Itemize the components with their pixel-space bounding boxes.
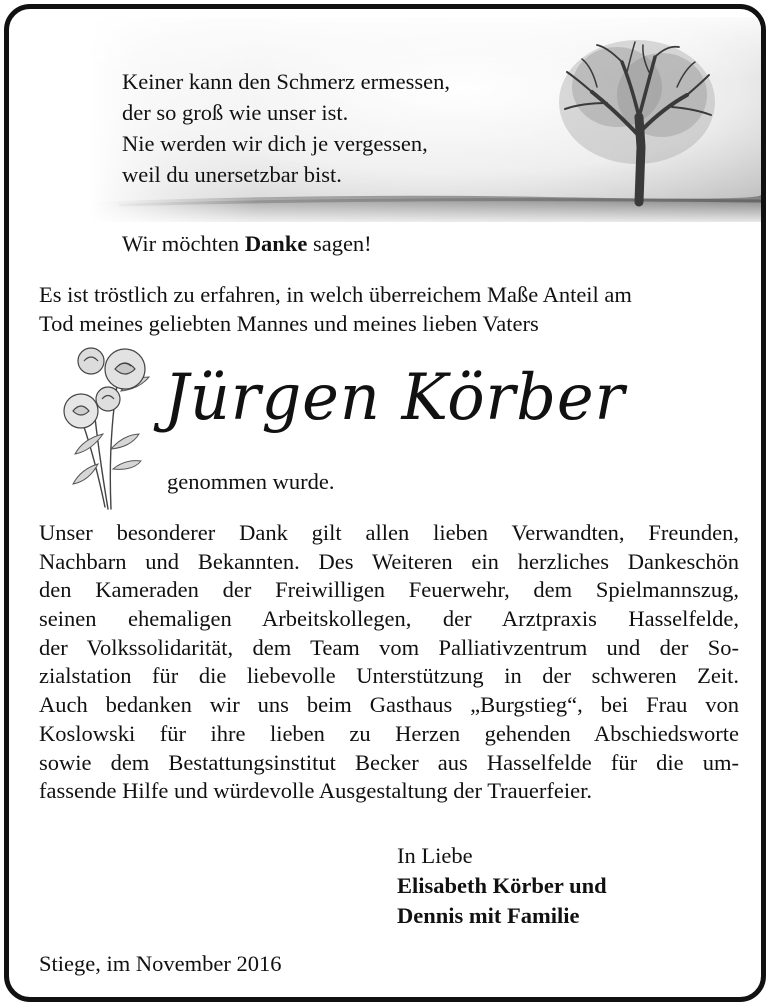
body-line: fassende Hilfe und würdevolle Ausgestaltung der Trauerfeier.: [39, 778, 592, 804]
roses-icon: [53, 339, 163, 514]
deceased-name: Jürgen Körber: [164, 361, 626, 435]
body-line: Koslowski für ihre lieben zu Herzen gehenden Abschiedsworte: [39, 720, 739, 746]
place-date: Stiege, im November 2016: [39, 951, 282, 976]
thanks-before: Wir möchten: [122, 231, 245, 256]
obituary-card: [4, 4, 766, 1002]
poem-line: Nie werden wir dich je vergessen,: [122, 131, 428, 156]
signature-greeting: In Liebe: [397, 843, 473, 868]
body-line: zialstation für die liebevolle Unterstützung in der schweren Zeit.: [39, 663, 739, 689]
body-line: sowie dem Bestattungsinstitut Becker aus Hasselfelde für die um-: [39, 749, 739, 775]
signature-name-2: Dennis mit Familie: [397, 903, 580, 928]
thanks-heading: [122, 231, 372, 257]
signature-name-1: Elisabeth Körber und: [397, 873, 607, 898]
poem-line: Keiner kann den Schmerz ermessen,: [122, 69, 450, 94]
body-line: der Volkssolidarität, dem Team vom Palliativzentrum und der So-: [39, 634, 739, 660]
intro-text: [39, 281, 739, 338]
poem-line: der so groß wie unser ist.: [122, 100, 349, 125]
poem: [122, 66, 450, 190]
after-name-text: genommen wurde.: [167, 469, 335, 494]
signature-block: [397, 841, 607, 931]
thanks-after: sagen!: [307, 231, 372, 256]
body-line: seinen ehemaligen Arbeitskollegen, der Arztpraxis Hasselfelde,: [39, 606, 739, 632]
body-text: [39, 519, 739, 806]
thanks-bold: Danke: [244, 231, 308, 256]
body-line: den Kameraden der Freiwilligen Feuerwehr, dem Spielmannszug,: [39, 577, 739, 603]
intro-line: Es ist tröstlich zu erfahren, in welch überreichem Maße Anteil am: [39, 282, 632, 307]
body-line: Unser besonderer Dank gilt allen lieben Verwandten, Freunden,: [39, 520, 739, 545]
intro-line: Tod meines geliebten Mannes und meines lieben Vaters: [39, 310, 539, 336]
body-line: Auch bedanken wir uns beim Gasthaus „Burgstieg“, bei Frau von: [39, 692, 739, 718]
body-line: Nachbarn und Bekannten. Des Weiteren ein herzliches Dankeschön: [39, 548, 739, 574]
poem-line: weil du unersetzbar bist.: [122, 162, 342, 187]
